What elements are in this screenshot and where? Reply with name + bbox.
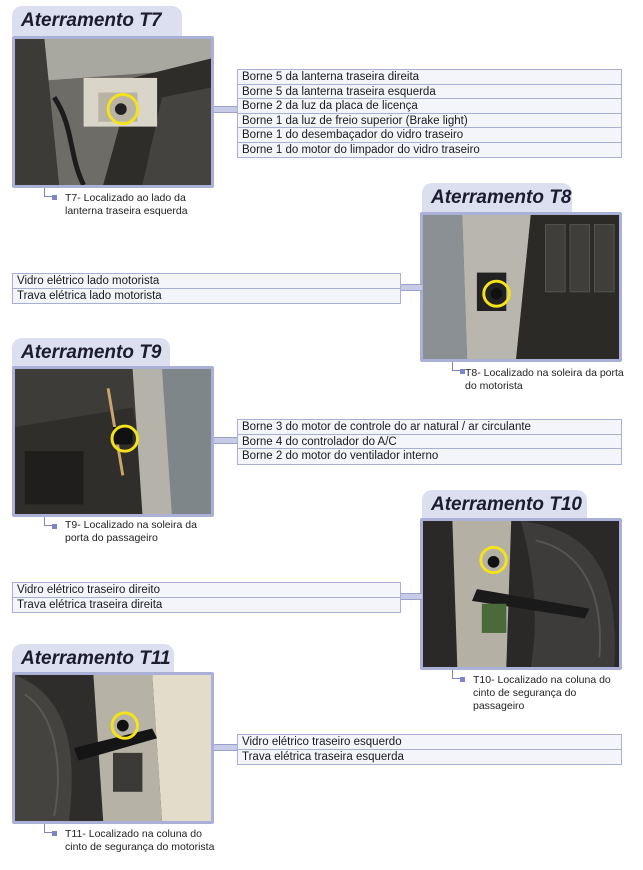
- caption-pointer-t9: [44, 517, 52, 526]
- connector-t8: [400, 284, 422, 291]
- table-row: Vidro elétrico traseiro direito: [13, 583, 400, 598]
- table-t10: [12, 582, 401, 613]
- photo-t10: [420, 518, 622, 670]
- table-row: Borne 2 do motor do ventilador interno: [242, 450, 439, 462]
- caption-t8: T8- Localizado na soleira da porta do motorista: [465, 367, 624, 392]
- table-row: Borne 5 da lanterna traseira direita: [238, 70, 621, 85]
- caption-pointer-t10: [452, 670, 460, 679]
- table-row: Trava elétrica traseira esquerda: [242, 750, 404, 763]
- table-row: Borne 1 da luz de freio superior (Brake light): [238, 114, 621, 129]
- table-row: Borne 1 do desembaçador do vidro traseiro: [238, 128, 621, 143]
- table-row: Borne 4 do controlador do A/C: [238, 435, 621, 450]
- connector-t11: [214, 744, 238, 751]
- table-row: Vidro elétrico lado motorista: [13, 274, 400, 289]
- caption-pointer-t8: [452, 362, 460, 371]
- caption-t9: T9- Localizado na soleira da porta do passageiro: [65, 519, 197, 544]
- table-row: Borne 5 da lanterna traseira esquerda: [238, 85, 621, 100]
- table-row: Borne 3 do motor de controle do ar natural / ar circulante: [238, 420, 621, 435]
- section-title-t8: Aterramento T8: [422, 183, 572, 213]
- photo-t9: [12, 366, 214, 517]
- table-t11: [237, 734, 622, 765]
- section-title-t9: Aterramento T9: [12, 338, 170, 368]
- section-title-t11: Aterramento T11: [12, 644, 174, 674]
- caption-pointer-t7: [44, 188, 52, 197]
- section-title-t10: Aterramento T10: [422, 490, 587, 520]
- caption-t10: T10- Localizado na coluna do cinto de segurança do passageiro: [473, 674, 611, 712]
- table-row: Trava elétrica lado motorista: [17, 289, 162, 302]
- connector-t9: [214, 437, 238, 444]
- table-t8: [12, 273, 401, 304]
- photo-t11: [12, 672, 214, 824]
- table-row: Vidro elétrico traseiro esquerdo: [238, 735, 621, 750]
- photo-t8: [420, 212, 622, 362]
- connector-t10: [400, 593, 422, 600]
- table-t7: [237, 69, 622, 158]
- table-row: Borne 2 da luz da placa de licença: [238, 99, 621, 114]
- caption-t11: T11- Localizado na coluna do cinto de segurança do motorista: [65, 828, 215, 853]
- photo-t7: [12, 36, 214, 188]
- caption-pointer-t11: [44, 824, 52, 833]
- table-t9: [237, 419, 622, 465]
- connector-t7: [214, 106, 238, 113]
- section-title-t7: Aterramento T7: [12, 6, 182, 36]
- table-row: Borne 1 do motor do limpador do vidro traseiro: [242, 143, 480, 156]
- table-row: Trava elétrica traseira direita: [17, 598, 163, 611]
- caption-t7: T7- Localizado ao lado da lanterna traseira esquerda: [65, 192, 188, 217]
